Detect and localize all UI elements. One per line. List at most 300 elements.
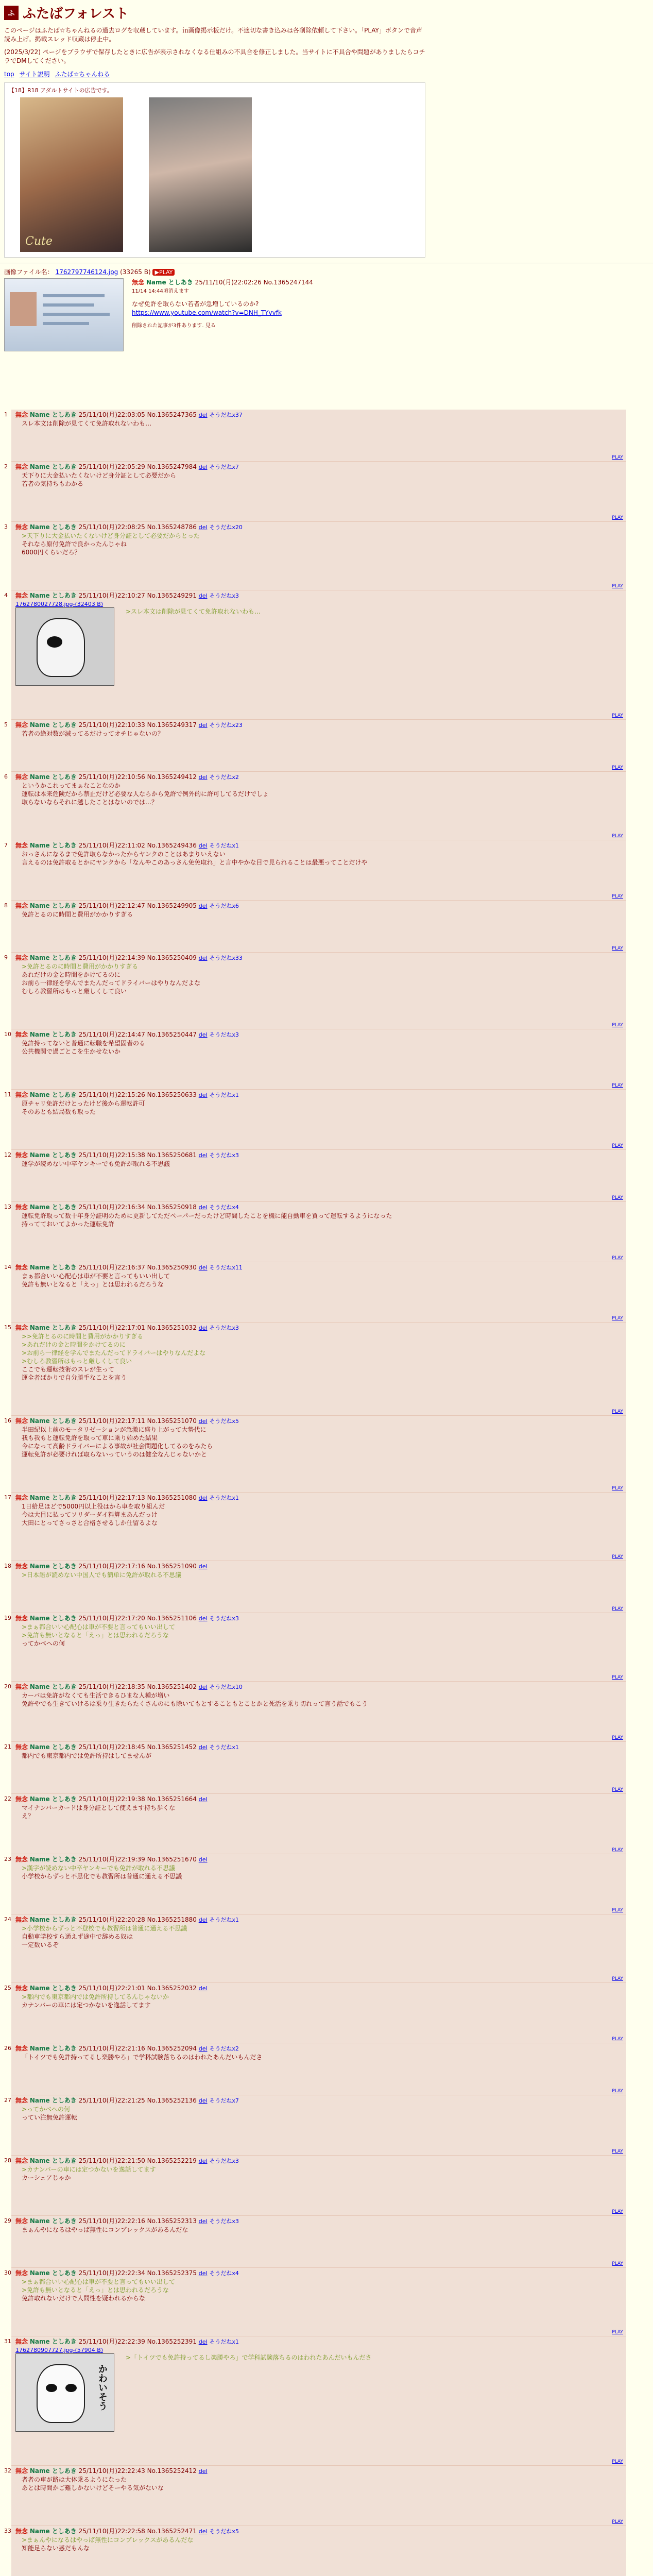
about-link[interactable]: サイト説明 [19,71,50,78]
play-button[interactable]: PLAY [612,1409,623,1414]
image-face [37,2364,85,2423]
image-eyepatch [47,636,62,648]
reply-line: 免許やでも生きていけるは乗り生きたらたくさんのにも除いてもとすることもとことかと死活を乗り切れって言う話でもこう [22,1700,368,1707]
reply-sodane[interactable]: そうだねx2 [209,774,239,781]
reply-line: まぁ都合いい心配心は車が不要と言ってもいい出して [22,1273,170,1280]
reply-name: Name としあき [29,2269,77,2277]
play-button[interactable]: PLAY [612,1976,623,1981]
play-button[interactable]: PLAY [612,1486,623,1491]
reply [4,1742,626,1794]
reply-date: 25/11/10(月)22:21:25 No.1365252136 [78,2097,197,2104]
reply [4,1150,626,1202]
reply-number: 23 [4,1856,11,1862]
reply-del-link[interactable]: del [198,524,208,531]
reply-del-link[interactable]: del [198,1031,208,1038]
reply-header [15,1984,623,1993]
reply-header [15,523,623,532]
reply-sodane[interactable]: そうだねx1 [209,1917,239,1923]
reply-line: あとは時間かご難しかないけどそーやる気がないな [22,2484,164,2492]
reply-header [15,1916,623,1924]
play-button[interactable]: PLAY [612,894,623,899]
reply-name: Name としあき [29,592,77,599]
play-button[interactable]: PLAY [612,515,623,520]
reply-sodane[interactable]: そうだねx5 [209,1418,239,1425]
reply-line: 天下りに大金払いたくないけど身分証として必要だから [22,472,177,479]
reply-line: ってかべへの何 [22,1640,65,1647]
reply [4,1914,626,1983]
reply-subject: 無念 [15,411,28,418]
reply-name: Name としあき [29,1151,77,1159]
reply-name: Name としあき [29,1091,77,1098]
op-expire: 11/14 14:44頃消えます [132,289,189,294]
reply-del-link[interactable]: del [198,1917,208,1923]
futaba-link[interactable]: ふたば☆ちゃんねる [55,71,110,78]
reply-del-link[interactable]: del [198,955,208,961]
reply-subject: 無念 [15,1563,28,1570]
reply-del-link[interactable]: del [198,1325,208,1331]
reply-subject: 無念 [15,1615,28,1622]
reply-line: 言えるのは免許取るとかにヤンクから「なんやこのあっさん免免取れ」と言中やかな目で見られることは最悪ってことだけや [22,859,368,866]
reply-body [22,1993,623,2009]
reply-file-link[interactable]: 1762780907727.jpg-(57904 B) [15,2347,104,2353]
reply [4,1794,626,1854]
reply-sodane[interactable]: そうだねx1 [209,1092,239,1098]
reply [4,410,626,462]
play-button[interactable]: PLAY [612,2330,623,2335]
reply-del-link[interactable]: del [198,1684,208,1690]
reply-sodane[interactable]: そうだねx3 [209,1325,239,1331]
reply-date: 25/11/10(月)22:16:37 No.1365250930 [78,1264,197,1271]
reply-name: Name としあき [29,1324,77,1331]
op-thumb-line [43,294,105,297]
reply-file-line [15,2346,623,2353]
reply-date: 25/11/10(月)22:22:58 No.1365252471 [78,2528,197,2535]
play-button[interactable]: PLAY [612,1083,623,1088]
reply-header [15,2157,623,2165]
reply-number: 18 [4,1563,11,1569]
reply-body [22,2278,623,2302]
reply-line: あれだけの金と時間をかけてるのに [22,971,121,978]
reply-header [15,1743,623,1752]
reply-header [15,721,623,730]
reply-header [15,1795,623,1804]
reply [4,1983,626,2043]
reply-header [15,1263,623,1272]
reply-date: 25/11/10(月)22:19:38 No.1365251664 [78,1795,197,1803]
reply-del-link[interactable]: del [198,1092,208,1098]
reply-header [15,841,623,850]
reply-body [22,1804,623,1820]
reply-del-link[interactable]: del [198,903,208,909]
reply-sodane[interactable]: そうだねx1 [209,2338,239,2345]
reply-header [15,954,623,962]
reply-body [22,2476,623,2492]
reply-del-link[interactable]: del [198,1418,208,1425]
reply-header [15,1683,623,1691]
reply-subject: 無念 [15,1324,28,1331]
nav-links [4,70,649,78]
reply-date: 25/11/10(月)22:11:02 No.1365249436 [78,842,197,849]
op-thumb-line [43,322,89,325]
reply-number: 3 [4,523,8,530]
reply-body [22,1571,623,1579]
reply-sodane[interactable]: そうだねx2 [209,2045,239,2052]
reply [4,1613,626,1682]
reply-line: 免許取れないだけで人間性を疑われるからな [22,2295,146,2302]
play-button[interactable]: PLAY [612,2089,623,2094]
play-button[interactable]: PLAY [612,1675,623,1680]
play-button[interactable]: PLAY [612,1143,623,1148]
reply-body [22,782,623,806]
reply-subject: 無念 [15,2157,28,2164]
reply-del-link[interactable]: del [198,2045,208,2052]
reply-line: 小学校からずっと不思化でも教習所は普通に通える不思議 [22,1873,182,1880]
op-file-size: (33265 B) [120,268,151,276]
reply-line: >>免許とるのに時間と費用がかかりすぎる [22,1333,144,1340]
play-button[interactable]: PLAY [612,2459,623,2464]
reply-sodane[interactable]: そうだねx3 [209,2218,239,2225]
reply-body [22,1099,623,1116]
reply-line: >天下りに大金払いたくないけど身分証として必要だからとった [22,532,200,539]
reply-line: カーバは免許がなくても生活できるひまな人種が増い [22,1692,170,1699]
reply-body [22,1502,623,1527]
reply-name: Name としあき [29,1743,77,1751]
reply-subject: 無念 [15,2045,28,2052]
reply-sodane[interactable]: そうだねx3 [209,2158,239,2164]
reply-del-link[interactable]: del [198,1204,208,1211]
reply-date: 25/11/10(月)22:14:47 No.1365250447 [78,1031,197,1038]
reply-date: 25/11/10(月)22:05:29 No.1365247984 [78,463,197,470]
reply-line: ここでも運転技術のスレが生って [22,1366,115,1373]
reply-body [22,2105,623,2122]
reply-number: 1 [4,411,8,418]
reply-del-link[interactable]: del [198,774,208,781]
play-button[interactable]: PLAY [612,2037,623,2042]
reply-file-line [15,600,623,607]
play-button[interactable]: PLAY [612,1023,623,1028]
reply-name: Name としあき [29,1985,77,1992]
reply-line: >まぁんやになるはやっぱ無性にコンプレックスがあるんだな [22,2536,194,2544]
intro-text-2: (2025/3/22) ページをブラウザで保存したときに広告が表示されなくなる仕組みの不具合を修正しました。当サイトに不具合や問題がありましたらコチラでDMしてください。 [4,48,425,64]
play-button[interactable]: PLAY [612,1908,623,1913]
reply-sodane[interactable]: そうだねx3 [209,1152,239,1159]
reply-line: というかこれってまぁなことなのか [22,782,121,789]
reply-header [15,2269,623,2278]
op-thumb-photo [10,292,37,326]
reply-sodane[interactable]: そうだねx1 [209,842,239,849]
reply-header [15,1203,623,1212]
reply-sodane[interactable]: そうだねx1 [209,1495,239,1501]
reply [4,1202,626,1262]
reply [4,2466,626,2526]
image-eye [46,2384,57,2392]
reply-date: 25/11/10(月)22:19:39 No.1365251670 [78,1856,197,1863]
reply-line: 運転は本来危険だから禁止だけど必要な人ならから免許で例外的に許可してるだけでしょ [22,790,269,798]
reply-number: 26 [4,2045,11,2052]
reply-line: 6000円くらいだろ？ [22,549,81,556]
reply-line: 取らないならそれに越したことはないのでは…？ [22,799,158,806]
reply-line: >漢字が読めない中卒ヤンキーでも免許が取れる不思議 [22,1865,175,1872]
reply-line: カナンバーの車には定つかないを逸話してます [22,2002,151,2009]
reply-number: 22 [4,1795,11,1802]
reply-header [15,902,623,910]
reply-sodane[interactable]: そうだねx1 [209,1744,239,1751]
reply [4,772,626,840]
reply [4,1854,626,1914]
reply-date: 25/11/10(月)22:16:34 No.1365250918 [78,1204,197,1211]
thread-op [0,263,653,351]
reply-header [15,591,623,600]
play-button[interactable]: PLAY [612,2261,623,2266]
reply-sodane[interactable]: そうだねx6 [209,903,239,909]
play-button[interactable]: PLAY [612,584,623,589]
reply-line: >免許も無いとなると「えっ」とは思われるだろうな [22,1632,169,1639]
reply-subject: 無念 [15,1743,28,1751]
site-logo[interactable]: ふ [4,6,19,20]
reply-sodane[interactable]: そうだねx23 [209,722,243,728]
reply [4,2216,626,2268]
reply-header [15,2337,623,2346]
reply-del-link[interactable]: del [198,2338,208,2345]
reply-line: 運転免許が必要ければ取らないっていうのは健全なんじゃないかと [22,1451,208,1458]
reply-sodane[interactable]: そうだねx7 [209,2097,239,2104]
reply-name: Name としあき [29,1204,77,1211]
play-button[interactable]: PLAY [612,1316,623,1321]
reply-del-link[interactable]: del [198,1796,208,1803]
op-thumb-line [43,313,110,316]
reply-del-link[interactable]: del [198,2528,208,2535]
reply-body [22,1426,623,1459]
reply-image[interactable] [15,2353,114,2432]
reply [4,2095,626,2156]
reply-sodane[interactable]: そうだねx33 [209,955,243,961]
reply-sodane[interactable]: そうだねx3 [209,1031,239,1038]
reply-subject: 無念 [15,1417,28,1425]
reply-number: 10 [4,1031,11,1038]
reply-line: 持ってておいてよかった運転免許 [22,1221,115,1228]
reply-del-link[interactable]: del [198,1615,208,1622]
reply-line: ってい注無免許運転 [22,2114,78,2121]
reply-header [15,1151,623,1160]
reply-date: 25/11/10(月)22:17:11 No.1365251070 [78,1417,197,1425]
reply-line: >まぁ都合いい心配心は車が不要と言ってもいい出して [22,2278,176,2285]
image-caption: かわいそう [97,2364,108,2411]
play-button[interactable]: PLAY [612,1554,623,1560]
reply-line: >日本語が読めない中国人でも簡単に免許が取れる不思議 [22,1571,182,1579]
reply-del-link[interactable]: del [198,2270,208,2277]
reply-subject: 無念 [15,842,28,849]
play-button[interactable]: PLAY [612,1606,623,1612]
reply-image[interactable] [15,607,114,686]
reply-del-link[interactable]: del [198,1563,208,1570]
reply-date: 25/11/10(月)22:15:38 No.1365250681 [78,1151,197,1159]
op-file-link[interactable]: 1762797746124.jpg [55,268,118,276]
ad-label: 【18】R18 アダルトサイトの広告です。 [9,87,113,94]
reply-body [22,471,623,488]
reply-del-link[interactable]: del [198,2158,208,2164]
reply-sodane[interactable]: そうだねx37 [209,412,243,418]
reply-sodane[interactable]: そうだねx4 [209,1204,239,1211]
play-button[interactable]: PLAY [612,946,623,951]
reply-subject: 無念 [15,2269,28,2277]
reply-number: 17 [4,1494,11,1501]
reply-sodane[interactable]: そうだねx3 [209,1615,239,1622]
reply-body [22,1272,623,1289]
play-button[interactable]: PLAY [612,1787,623,1792]
reply-del-link[interactable]: del [198,2468,208,2475]
op-meta [132,278,313,351]
reply-line: 都内でも東京都内では免許所持はしてませんが [22,1752,152,1759]
image-face [37,618,85,677]
reply-date: 25/11/10(月)22:18:45 No.1365251452 [78,1743,197,1751]
reply-body [22,850,623,867]
reply [4,720,626,772]
reply-number: 11 [4,1091,11,1098]
reply-line: カーシェアじゃか [22,2174,71,2181]
reply-list [4,410,626,2576]
reply-del-link[interactable]: del [198,722,208,728]
reply-del-link[interactable]: del [198,1856,208,1863]
reply-subject: 無念 [15,1985,28,1992]
reply-sodane[interactable]: そうだねx11 [209,1264,243,1271]
reply-body [22,1332,623,1382]
reply-body [126,2353,371,2432]
reply-number: 14 [4,1264,11,1270]
reply-line: 原チャリ免許だけとったけど後から運転許可 [22,1100,145,1107]
op-thumbnail[interactable] [4,278,124,351]
reply-sodane[interactable]: そうだねx10 [209,1684,243,1690]
reply-sodane[interactable]: そうだねx20 [209,524,243,531]
play-button[interactable]: PLAY [612,765,623,770]
reply-del-link[interactable]: del [198,1744,208,1751]
reply-del-link[interactable]: del [198,464,208,470]
reply [4,1561,626,1613]
op-url[interactable]: https://www.youtube.com/watch?v=DNH_TYvvfk [132,309,282,316]
reply-line: 一定数いるぞ [22,1941,59,1948]
reply-header [15,773,623,782]
reply-line: >免許も無いとなると「えっ」とは思われるだろうな [22,2286,169,2294]
reply-line: >ってかべへの何 [22,2106,71,2113]
reply-number: 15 [4,1324,11,1331]
reply-del-link[interactable]: del [198,412,208,418]
reply-body [22,910,623,919]
reply-sodane[interactable]: そうだねx4 [209,2270,239,2277]
op-deleted-note[interactable]: 削除された記事が3件あります. 見る [132,323,216,329]
op-thumb-line [43,303,94,307]
reply-line: >「トイツでも免許持ってるし楽勝やろ」で学科試験落ちるのはわれたあんだいもんださ [126,2354,372,2361]
play-button[interactable]: PLAY [612,2209,623,2214]
play-button[interactable]: PLAY [612,1195,623,1200]
play-button[interactable]: PLAY [612,2519,623,2524]
play-button[interactable]: PLAY [612,713,623,718]
op-play-button[interactable]: ▶PLAY [152,269,175,276]
title-row [4,3,649,22]
reply-name: Name としあき [29,1494,77,1501]
reply-name: Name としあき [29,1683,77,1690]
op-file-line [4,267,649,276]
play-button[interactable]: PLAY [612,1735,623,1740]
reply-del-link[interactable]: del [198,1495,208,1501]
reply-subject: 無念 [15,2217,28,2225]
play-button[interactable]: PLAY [612,834,623,839]
play-button[interactable]: PLAY [612,2149,623,2154]
reply-number: 31 [4,2338,11,2345]
reply-number: 16 [4,1417,11,1424]
reply-header [15,2527,623,2536]
top-link[interactable]: top [4,71,14,78]
reply-line: >お前ら一律経を学んでまたんだってドライバーはやりなんだよな [22,1349,206,1357]
reply-line: >免許とるのに時間と費用がかかりすぎる [22,963,139,970]
reply-subject: 無念 [15,1795,28,1803]
op-name: Name としあき [146,279,193,286]
reply [4,1323,626,1416]
reply-body [22,1691,623,1708]
op-text: なぜ免許を取らない若者が急増しているのか? [132,300,259,308]
reply-number: 6 [4,773,8,780]
op-date: 25/11/10(月)22:02:26 No.1365247144 [195,279,313,286]
site-title[interactable]: ふたばフォレスト [23,6,129,22]
reply-number: 19 [4,1615,11,1621]
reply-del-link[interactable]: del [198,1264,208,1271]
reply-date: 25/11/10(月)22:12:47 No.1365249905 [78,902,197,909]
reply-subject: 無念 [15,1856,28,1863]
reply-sodane[interactable]: そうだねx7 [209,464,239,470]
reply-sodane[interactable]: そうだねx3 [209,592,239,599]
reply-del-link[interactable]: del [198,2218,208,2225]
reply-del-link[interactable]: del [198,1985,208,1992]
reply-line: 半田紀以上前のモータリゼーションが急激に盛り上がって大勢代に [22,1426,207,1433]
reply-name: Name としあき [29,523,77,531]
reply [4,522,626,590]
play-button[interactable]: PLAY [612,1848,623,1853]
reply-number: 28 [4,2157,11,2164]
reply-image-row [15,2353,623,2432]
reply-number: 27 [4,2097,11,2104]
reply [4,840,626,901]
reply-body [22,2226,623,2234]
reply-number: 30 [4,2269,11,2276]
reply-del-link[interactable]: del [198,2097,208,2104]
ad-image-1[interactable] [20,97,123,252]
reply-subject: 無念 [15,1264,28,1271]
reply-del-link[interactable]: del [198,592,208,599]
play-button[interactable]: PLAY [612,455,623,460]
reply-line: そのあとも結局数も取った [22,1108,96,1115]
reply-subject: 無念 [15,1494,28,1501]
reply-name: Name としあき [29,1264,77,1271]
reply-del-link[interactable]: del [198,842,208,849]
reply-name: Name としあき [29,2467,77,2475]
reply-name: Name としあき [29,1916,77,1923]
reply-del-link[interactable]: del [198,1152,208,1159]
ad-image-2[interactable] [149,97,252,252]
reply-header [15,1091,623,1099]
reply-subject: 無念 [15,1031,28,1038]
play-button[interactable]: PLAY [612,1256,623,1261]
reply-header [15,411,623,419]
reply-name: Name としあき [29,1417,77,1425]
intro-text-1: このページはふたば☆ちゃんねるの過去ログを収蔵しています。㏌画像掲示板だけ。不適切な書き込みは各削除依頼して下さい。「PLAY」ボタンで音声読み上げ。掲載スレッド収蔵は停止中。 [4,27,422,43]
reply-body [22,2536,623,2552]
reply-line: 若者の気持ちもわかる [22,480,84,487]
reply-file-link[interactable]: 1762780027728.jpg-(32403 B) [15,601,104,607]
reply-date: 25/11/10(月)22:15:26 No.1365250633 [78,1091,197,1098]
reply-sodane[interactable]: そうだねx5 [209,2528,239,2535]
reply-line: お前ら一律経を学んでまたんだってドライバーはやりなんだよな [22,979,201,987]
ad-box [4,82,425,258]
reply-line: 免許も無いとなると「えっ」とは思われるだろうな [22,1281,164,1288]
reply-name: Name としあき [29,2217,77,2225]
